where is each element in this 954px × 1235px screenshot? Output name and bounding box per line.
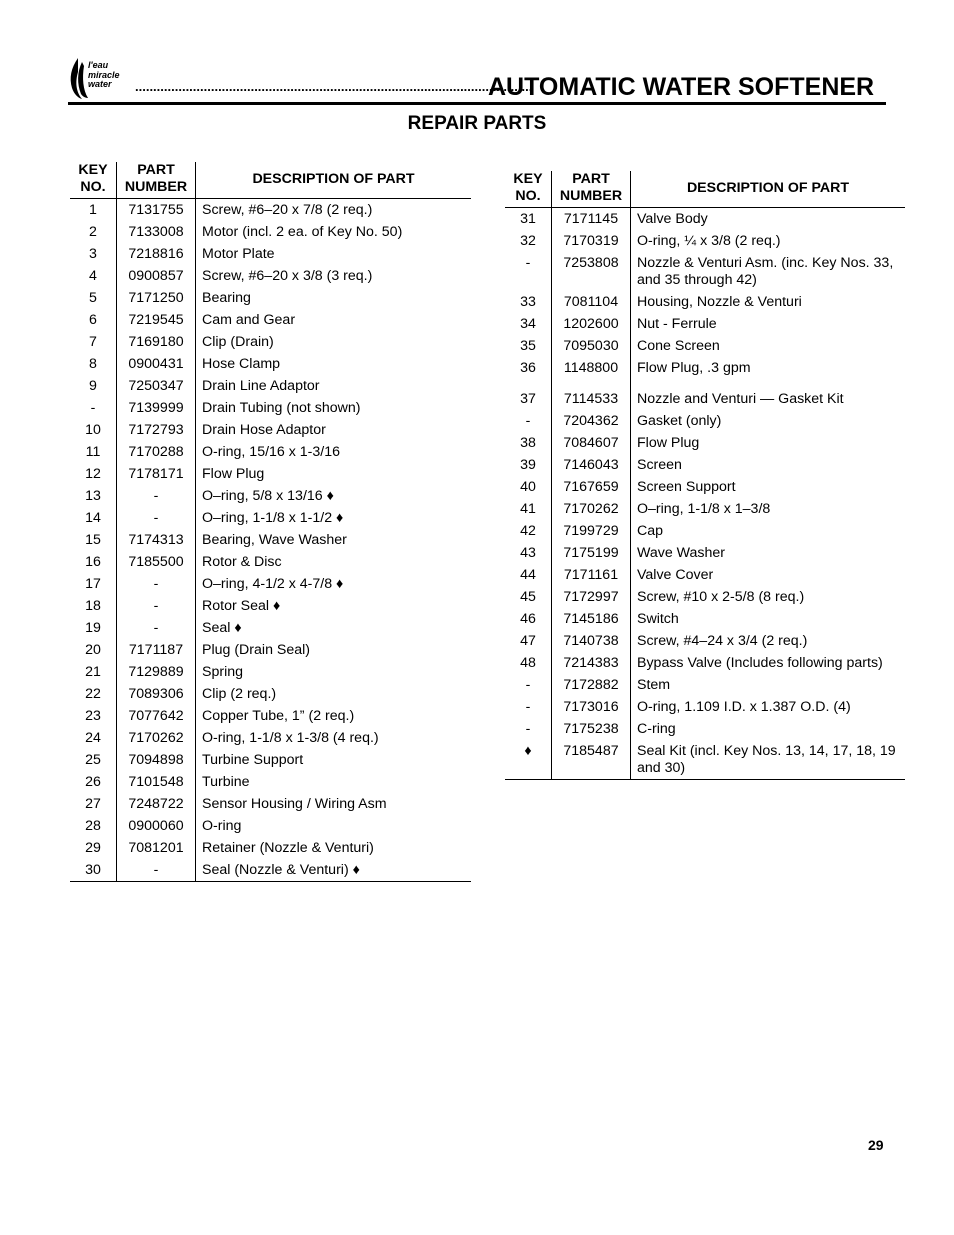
col-header-description: DESCRIPTION OF PART [196,162,472,199]
description-cell: Sensor Housing / Wiring Asm [202,796,387,812]
table-row [70,265,471,287]
logo-text-line-3: water [88,79,112,89]
table-row [505,674,905,696]
description-cell: Drain Hose Adaptor [202,422,326,438]
page-number: 29 [868,1137,884,1153]
description-cell: Screw, #6–20 x 3/8 (3 req.) [202,268,373,284]
description-cell: Stem [637,677,671,693]
key-no-cell: 46 [505,608,552,630]
key-no-cell: 6 [70,309,117,331]
description-cell: Wave Washer [637,545,726,561]
part-number-cell: 7185500 [117,551,196,573]
key-no-cell: 45 [505,586,552,608]
description-cell: Seal ♦ [202,620,242,636]
description-cell: O–ring, 4-1/2 x 4-7/8 ♦ [202,576,344,592]
part-number-cell: 7173016 [552,696,631,718]
part-number-cell: 7250347 [117,375,196,397]
description-cell: Nozzle and Venturi — Gasket Kit [637,391,844,407]
key-no-cell: 13 [70,485,117,507]
part-number-cell: 7139999 [117,397,196,419]
key-no-cell: 35 [505,335,552,357]
table-row [70,331,471,353]
table-row [70,683,471,705]
table-row [70,309,471,331]
table-row [70,529,471,551]
description-cell: Seal Kit (incl. Key Nos. 13, 14, 17, 18, 19 and 30) [631,740,906,780]
parts-table-right [505,171,905,780]
part-number-cell: 7167659 [552,476,631,498]
description-cell: Bearing [202,290,251,306]
description-cell: O–ring, 1-1/8 x 1–3/8 [637,501,771,517]
key-no-cell: 16 [70,551,117,573]
key-no-cell: 48 [505,652,552,674]
description-cell: Nut - Ferrule [637,316,717,332]
table-header-row [70,162,471,199]
table-row [505,410,905,432]
description-cell: Housing, Nozzle & Venturi [637,294,802,310]
part-number-cell: 7081201 [117,837,196,859]
part-number-cell: 7172997 [552,586,631,608]
table-row [70,705,471,727]
part-number-cell: - [117,859,196,882]
table-row [505,476,905,498]
key-no-cell: 18 [70,595,117,617]
table-row [505,630,905,652]
part-number-cell: 7171187 [117,639,196,661]
header-rule [68,102,886,105]
key-no-cell: - [505,252,552,291]
description-cell: O-ring, 1.109 I.D. x 1.387 O.D. (4) [637,699,851,715]
part-number-cell: 7219545 [117,309,196,331]
part-number-cell: 7199729 [552,520,631,542]
water-drop-logo-icon [68,56,90,100]
table-row [505,564,905,586]
key-no-cell: 43 [505,542,552,564]
table-row [70,595,471,617]
description-cell: Cone Screen [637,338,720,354]
description-cell: O–ring, 1-1/8 x 1-1/2 ♦ [202,510,344,526]
description-cell: Gasket (only) [637,413,722,429]
table-row [505,652,905,674]
key-no-cell: 29 [70,837,117,859]
description-cell: Clip (Drain) [202,334,274,350]
description-cell: Flow Plug, .3 gpm [637,360,751,376]
description-cell: Bypass Valve (Includes following parts) [637,655,883,671]
table-row [505,498,905,520]
key-no-cell: 8 [70,353,117,375]
key-no-cell: - [505,718,552,740]
part-number-cell: 7170262 [117,727,196,749]
table-row [70,375,471,397]
part-number-cell: 7253808 [552,252,631,291]
description-cell: Rotor & Disc [202,554,282,570]
key-no-cell: 37 [505,379,552,410]
key-no-cell: 26 [70,771,117,793]
key-no-cell: 34 [505,313,552,335]
table-row [70,243,471,265]
part-number-cell: 7171161 [552,564,631,586]
key-no-cell: 12 [70,463,117,485]
key-no-cell: 19 [70,617,117,639]
key-no-cell: 10 [70,419,117,441]
key-no-cell: 4 [70,265,117,287]
table-row [505,313,905,335]
part-number-cell: 7094898 [117,749,196,771]
part-number-cell: 7218816 [117,243,196,265]
key-no-cell: 5 [70,287,117,309]
description-cell: Drain Line Adaptor [202,378,320,394]
part-number-cell: 7204362 [552,410,631,432]
key-no-cell: 40 [505,476,552,498]
part-number-cell: 7170288 [117,441,196,463]
key-no-cell: 27 [70,793,117,815]
table-row [505,252,905,291]
table-row [70,749,471,771]
key-no-cell: 39 [505,454,552,476]
part-number-cell: 7145186 [552,608,631,630]
table-row [505,520,905,542]
table-row [505,357,905,379]
part-number-cell: 0900431 [117,353,196,375]
part-number-cell: 7248722 [117,793,196,815]
description-cell: Flow Plug [637,435,700,451]
key-no-cell: 31 [505,208,552,231]
page-title: AUTOMATIC WATER SOFTENER [488,73,875,101]
key-no-cell: 30 [70,859,117,882]
part-number-cell: 7172793 [117,419,196,441]
table-row [70,551,471,573]
table-row [505,432,905,454]
part-number-cell: 1148800 [552,357,631,379]
part-number-cell: 7114533 [552,379,631,410]
part-number-cell: 7077642 [117,705,196,727]
part-number-cell: 7172882 [552,674,631,696]
table-row [70,771,471,793]
table-row [505,586,905,608]
part-number-cell: 7169180 [117,331,196,353]
table-row [70,661,471,683]
table-row [70,727,471,749]
part-number-cell: 0900857 [117,265,196,287]
part-number-cell: 7171250 [117,287,196,309]
table-row [70,397,471,419]
table-row [505,454,905,476]
key-no-cell: 11 [70,441,117,463]
description-cell: Clip (2 req.) [202,686,277,702]
description-cell: Drain Tubing (not shown) [202,400,361,416]
key-no-cell: 20 [70,639,117,661]
table-row [70,815,471,837]
description-cell: O-ring [202,818,242,834]
description-cell: Bearing, Wave Washer [202,532,347,548]
table-row [70,441,471,463]
description-cell: O-ring, ¼ x 3/8 (2 req.) [637,233,781,249]
description-cell: Cap [637,523,664,539]
key-no-cell: - [70,397,117,419]
part-number-cell: 7175238 [552,718,631,740]
description-cell: Screen Support [637,479,736,495]
key-no-cell: 42 [505,520,552,542]
key-no-cell: 23 [70,705,117,727]
table-row [70,419,471,441]
description-cell: Rotor Seal ♦ [202,598,281,614]
key-no-cell: 33 [505,291,552,313]
key-no-cell: 24 [70,727,117,749]
key-no-cell: 21 [70,661,117,683]
part-number-cell: 7146043 [552,454,631,476]
part-number-cell: 7129889 [117,661,196,683]
table-row [70,639,471,661]
part-number-cell: 7178171 [117,463,196,485]
description-cell: Seal (Nozzle & Venturi) ♦ [196,859,472,882]
part-number-cell: 7214383 [552,652,631,674]
description-cell: Spring [202,664,244,680]
description-cell: Screw, #10 x 2-5/8 (8 req.) [637,589,805,605]
description-cell: Hose Clamp [202,356,281,372]
part-number-cell: 7174313 [117,529,196,551]
col-header-part-number: PART NUMBER [117,162,196,199]
table-row [70,507,471,529]
table-row [505,740,905,780]
description-cell: Turbine Support [202,752,304,768]
key-no-cell: 22 [70,683,117,705]
description-cell: Screen [637,457,682,473]
key-no-cell: 3 [70,243,117,265]
part-number-cell: 7081104 [552,291,631,313]
description-cell: C-ring [637,721,676,737]
key-no-cell: 25 [70,749,117,771]
description-cell: Nozzle & Venturi Asm. (inc. Key Nos. 33, and 35 through 42) [637,255,894,288]
key-no-cell: 14 [70,507,117,529]
key-no-cell: 2 [70,221,117,243]
key-no-cell: 17 [70,573,117,595]
part-number-cell: 7131755 [117,199,196,222]
key-no-cell: - [505,674,552,696]
col-header-key-no: KEY NO. [505,171,552,208]
description-cell: Screw, #4–24 x 3/4 (2 req.) [637,633,808,649]
table-row [70,793,471,815]
table-row [70,859,471,882]
description-cell: Valve Body [637,211,708,227]
table-row [70,353,471,375]
key-no-cell: 7 [70,331,117,353]
col-header-key-no: KEY NO. [70,162,117,199]
description-cell: Motor Plate [202,246,275,262]
key-no-cell: 41 [505,498,552,520]
key-no-cell: 32 [505,230,552,252]
table-row [505,718,905,740]
table-row [505,379,905,410]
table-row [505,335,905,357]
key-no-cell: 44 [505,564,552,586]
key-no-cell: 36 [505,357,552,379]
key-no-cell: 15 [70,529,117,551]
part-number-cell: 7140738 [552,630,631,652]
description-cell: O-ring, 15/16 x 1-3/16 [202,444,341,460]
key-no-cell: - [505,410,552,432]
brand-logo [68,56,138,100]
description-cell: O–ring, 5/8 x 13/16 ♦ [202,488,334,504]
table-row [70,221,471,243]
description-cell: Retainer (Nozzle & Venturi) [202,840,374,856]
part-number-cell: 7101548 [117,771,196,793]
part-number-cell: 7095030 [552,335,631,357]
description-cell: O-ring, 1-1/8 x 1-3/8 (4 req.) [202,730,379,746]
table-row [70,837,471,859]
part-number-cell: 7171145 [552,208,631,231]
table-row [70,463,471,485]
key-no-cell: 1 [70,199,117,222]
table-row [70,485,471,507]
key-no-cell: 28 [70,815,117,837]
description-cell: Plug (Drain Seal) [202,642,311,658]
part-number-cell: 0900060 [117,815,196,837]
key-no-cell: 9 [70,375,117,397]
part-number-cell: 7185487 [552,740,631,780]
table-row [505,608,905,630]
description-cell: Screw, #6–20 x 7/8 (2 req.) [202,202,373,218]
part-number-cell: 7089306 [117,683,196,705]
section-subtitle: REPAIR PARTS [407,113,547,134]
part-number-cell: 7170262 [552,498,631,520]
description-cell: Switch [637,611,679,627]
part-number-cell: 1202600 [552,313,631,335]
table-row [505,542,905,564]
table-row [505,696,905,718]
description-cell: Valve Cover [637,567,714,583]
table-row [70,573,471,595]
part-number-cell: - [117,507,196,529]
part-number-cell: 7084607 [552,432,631,454]
table-row [70,617,471,639]
key-no-cell: ♦ [505,740,552,780]
logo-text-line-2: miracle [88,70,120,80]
logo-text-line-1: l'eau [88,60,109,70]
part-number-cell: 7175199 [552,542,631,564]
table-row [505,230,905,252]
table-header-row [505,171,905,208]
part-number-cell: 7170319 [552,230,631,252]
part-number-cell: 7133008 [117,221,196,243]
description-cell: Motor (incl. 2 ea. of Key No. 50) [202,224,403,240]
description-cell: Turbine [202,774,250,790]
table-row [505,208,905,231]
part-number-cell: - [117,595,196,617]
part-number-cell: - [117,485,196,507]
parts-table-left [70,162,471,882]
table-row [70,287,471,309]
key-no-cell: - [505,696,552,718]
part-number-cell: - [117,617,196,639]
part-number-cell: - [117,573,196,595]
key-no-cell: 38 [505,432,552,454]
description-cell: Cam and Gear [202,312,296,328]
table-row [505,291,905,313]
title-leader-dots: .............................................................................................................. [135,79,533,94]
description-cell: Flow Plug [202,466,265,482]
col-header-description: DESCRIPTION OF PART [631,171,906,208]
key-no-cell: 47 [505,630,552,652]
col-header-part-number: PART NUMBER [552,171,631,208]
table-row [70,199,471,222]
description-cell: Copper Tube, 1” (2 req.) [202,708,355,724]
